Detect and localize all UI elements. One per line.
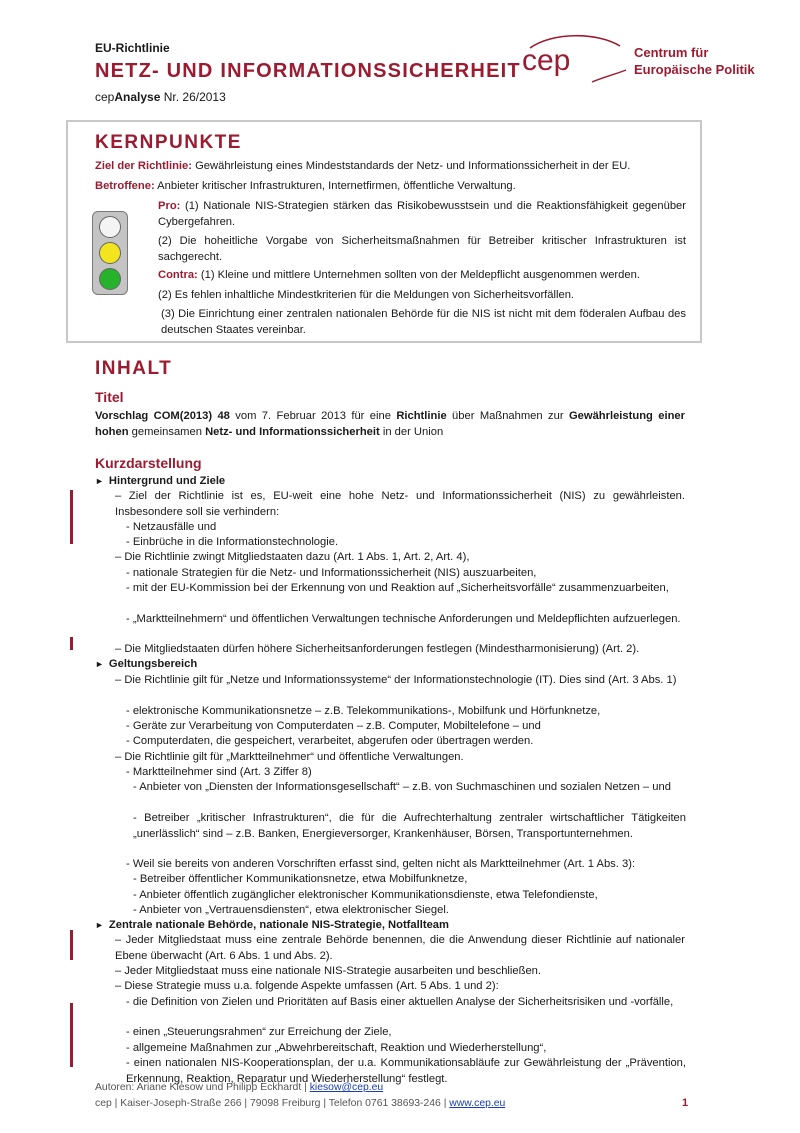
contra-point-3: (3) Die Einrichtung einer zentralen nationalen Behörde für die NIS ist nicht mit dem föderalen Aufbau des deutschen Staates vereinbar. <box>161 308 686 336</box>
proposal-title: Vorschlag COM(2013) 48 vom 7. Februar 2013 für eine Richtlinie über Maßnahmen zur Gewährleistung einer hohen gemeinsamen Netz- und Informationssicherheit in der Union <box>95 410 685 438</box>
list-item: - Anbieter von „Vertrauensdiensten“, etwa elektronischer Siegel. <box>133 904 449 916</box>
list-item: – Ziel der Richtlinie ist es, EU-weit eine hohe Netz- und Informationssicherheit (NIS) zu gewährleisten. Insbesondere soll sie verhindern: <box>115 490 685 518</box>
list-item: - mit der EU-Kommission bei der Erkennung von und Reaktion auf „Sicherheitsvorfälle“ zusammenzuarbeiten, <box>126 582 669 594</box>
traffic-light-top-lamp <box>99 216 121 238</box>
list-item: – Die Richtlinie zwingt Mitgliedstaaten dazu (Art. 1 Abs. 1, Art. 2, Art. 4), <box>115 551 470 563</box>
list-item: - Anbieter öffentlich zugänglicher elektronischer Kommunikationsdienste, etwa Telefondienste, <box>133 889 598 901</box>
page-number: 1 <box>682 1097 689 1109</box>
list-item: - Betreiber öffentlicher Kommunikationsnetze, etwa Mobilfunknetze, <box>133 873 468 885</box>
title-heading: Titel <box>95 389 124 405</box>
document-type: EU-Richtlinie <box>95 41 170 55</box>
list-item: - Netzausfälle und <box>126 521 217 533</box>
section-heading: ► Hintergrund und Ziele <box>95 475 226 487</box>
affected-line: Betroffene: Anbieter kritischer Infrastrukturen, Internetfirmen, öffentliche Verwaltung. <box>95 180 516 192</box>
section-heading: ► Zentrale nationale Behörde, nationale NIS-Strategie, Notfallteam <box>95 919 449 931</box>
list-item: - Betreiber „kritischer Infrastrukturen“, die für die Aufrechterhaltung zentraler wirtschaftlicher Tätigkeiten „unerlässlich“ sind – z.B. Banken, Energieversorger, Krankenhäuser, Börsen, Transportunternehmen. <box>133 812 686 840</box>
list-item: - elektronische Kommunikationsnetze – z.B. Telekommunikations-, Mobilfunk und Hörfunknetze, <box>126 705 601 717</box>
traffic-light-middle-lamp <box>99 242 121 264</box>
list-item: – Diese Strategie muss u.a. folgende Aspekte umfassen (Art. 5 Abs. 1 und 2): <box>115 980 499 992</box>
list-item: – Die Mitgliedstaaten dürfen höhere Sicherheitsanforderungen festlegen (Mindestharmonisierung) (Art. 2). <box>115 643 640 655</box>
traffic-light-icon <box>92 211 128 295</box>
contra-point-1: Contra: (1) Kleine und mittlere Unternehmen sollten von der Meldepflicht ausgenommen werden. <box>158 269 640 281</box>
list-item: - Computerdaten, die gespeichert, verarbeitet, abgerufen oder übertragen werden. <box>126 735 534 747</box>
list-item: - Marktteilnehmer sind (Art. 3 Ziffer 8) <box>126 766 312 778</box>
list-item: - Anbieter von „Diensten der Informationsgesellschaft“ – z.B. von Suchmaschinen und sozialen Netzen – und <box>133 781 671 793</box>
aim-line: Ziel der Richtlinie: Gewährleistung eines Mindeststandards der Netz- und Informationssicherheit in der EU. <box>95 160 631 172</box>
list-item: – Die Richtlinie gilt für „Netze und Informationssysteme“ der Informationstechnologie (IT). Dies sind (Art. 3 Abs. 1) <box>115 674 677 686</box>
list-item: – Jeder Mitgliedstaat muss eine zentrale Behörde benennen, die die Anwendung dieser Richtlinie auf nationaler Ebene überwacht (Art. 6 Abs. 1 und Abs. 2). <box>115 934 685 962</box>
section-heading: ► Geltungsbereich <box>95 658 198 670</box>
series-number: cepAnalyse Nr. 26/2013 <box>95 90 226 104</box>
margin-marker <box>70 490 73 544</box>
list-item: - nationale Strategien für die Netz- und Informationssicherheit (NIS) auszuarbeiten, <box>126 567 537 579</box>
margin-marker <box>70 930 73 960</box>
list-item: – Die Richtlinie gilt für „Marktteilnehmer“ und öffentliche Verwaltungen. <box>115 751 464 763</box>
contra-point-2: (2) Es fehlen inhaltliche Mindestkriterien für die Meldungen von Sicherheitsvorfällen. <box>158 289 575 301</box>
traffic-light-bottom-lamp <box>99 268 121 290</box>
list-item: - Einbrüche in die Informationstechnologie. <box>126 536 339 548</box>
summary-heading: Kurzdarstellung <box>95 455 202 471</box>
footer-authors: Autoren: Ariane Kiesow und Philipp Eckhardt | kiesow@cep.eu <box>95 1082 384 1093</box>
list-item: - Weil sie bereits von anderen Vorschriften erfasst sind, gelten nicht als Marktteilnehmer (Art. 1 Abs. 3): <box>126 858 636 870</box>
content-heading: INHALT <box>95 358 173 379</box>
logo-wordmark: Centrum für Europäische Politik <box>634 45 755 77</box>
list-item: - die Definition von Zielen und Prioritäten auf Basis einer aktuellen Analyse der Sicherheitsrisiken und -vorfälle, <box>126 996 674 1008</box>
page-title: NETZ- UND INFORMATIONSSICHERHEIT <box>95 60 521 82</box>
key-points-title: KERNPUNKTE <box>95 132 242 153</box>
list-item: - allgemeine Maßnahmen zur „Abwehrbereitschaft, Reaktion und Wiederherstellung“, <box>126 1042 547 1054</box>
list-item: - Geräte zur Verarbeitung von Computerdaten – z.B. Computer, Mobiltelefone – und <box>126 720 541 732</box>
website-link[interactable]: www.cep.eu <box>449 1098 506 1109</box>
list-item: - „Marktteilnehmern“ und öffentlichen Verwaltungen technische Anforderungen und Meldepflichten aufzuerlegen. <box>126 613 681 625</box>
pro-point-2: (2) Die hoheitliche Vorgabe von Sicherheitsmaßnahmen für Betreiber kritischer Infrastrukturen ist sachgerecht. <box>158 235 686 263</box>
list-item: - einen nationalen NIS-Kooperationsplan, der u.a. Kommunikationsabläufe zur Gewährleistung der „Prävention, Erkennung, Reaktion, Reparatur und Wiederherstellung“ festlegt. <box>126 1057 686 1085</box>
pro-point-1: Pro: (1) Nationale NIS-Strategien stärken das Risikobewusstsein und die Reaktionsfähigkeit gegenüber Cybergefahren. <box>158 200 686 228</box>
margin-marker <box>70 1003 73 1067</box>
margin-marker <box>70 637 73 650</box>
logo-mark: cep <box>522 44 571 77</box>
list-item: – Jeder Mitgliedstaat muss eine nationale NIS-Strategie ausarbeiten und beschließen. <box>115 965 541 977</box>
list-item: - einen „Steuerungsrahmen“ zur Erreichung der Ziele, <box>126 1026 392 1038</box>
author-email-link[interactable]: kiesow@cep.eu <box>309 1082 384 1093</box>
cep-logo <box>512 30 627 85</box>
footer-address: cep | Kaiser-Joseph-Straße 266 | 79098 Freiburg | Telefon 0761 38693-246 | www.cep.eu <box>95 1098 506 1109</box>
